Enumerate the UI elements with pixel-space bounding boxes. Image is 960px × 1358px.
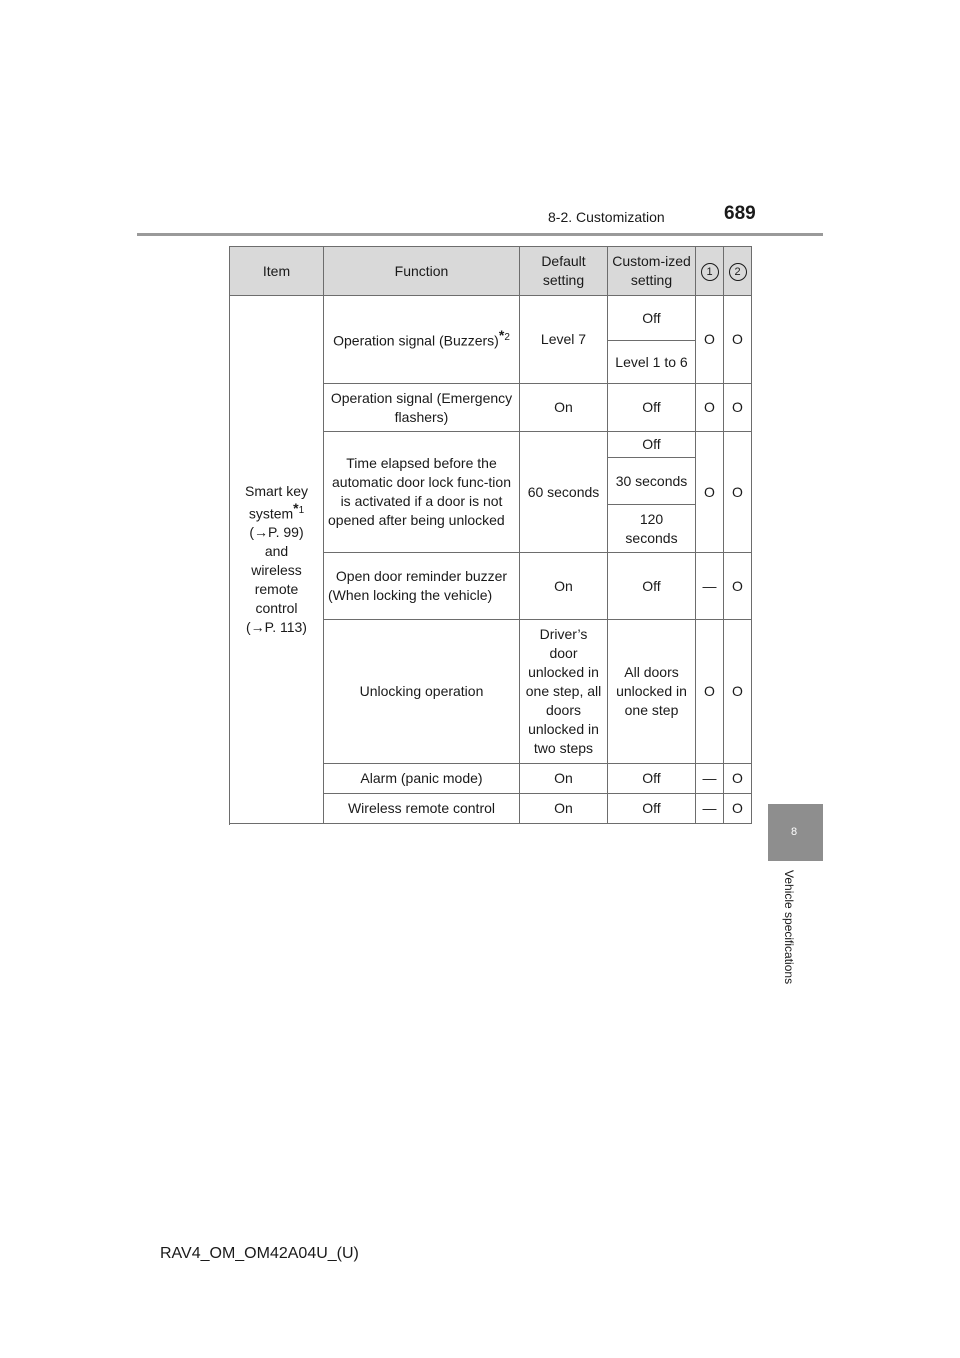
header-column-1: [696, 247, 724, 296]
custom-cell: Off: [608, 432, 696, 458]
customization-table: [229, 246, 752, 824]
header-item: Item: [230, 247, 324, 296]
footnote-mark: 2: [504, 332, 510, 344]
col2-cell: O: [724, 553, 752, 620]
header-function: Function: [324, 247, 520, 296]
custom-cell: Off: [608, 794, 696, 824]
col2-cell: O: [724, 296, 752, 384]
function-cell: Alarm (panic mode): [324, 764, 520, 794]
section-title: 8-2. Customization: [548, 209, 665, 225]
item-smart-key-system: [230, 296, 324, 824]
item-text: [234, 501, 319, 524]
custom-cell: 120 seconds: [608, 505, 696, 553]
item-text: Smart key: [244, 482, 308, 499]
col2-cell: O: [724, 432, 752, 553]
default-cell: On: [520, 384, 608, 432]
custom-cell: Off: [608, 296, 696, 341]
default-cell: 60 seconds: [520, 432, 608, 553]
col1-cell: O: [696, 296, 724, 384]
col1-cell: O: [696, 620, 724, 764]
header-rule: [137, 233, 823, 236]
item-text: and: [264, 543, 289, 560]
asterisk-icon: *: [498, 327, 505, 344]
function-cell: Wireless remote control: [324, 794, 520, 824]
col1-cell: —: [696, 553, 724, 620]
default-cell: On: [520, 794, 608, 824]
page-number: 689: [724, 203, 756, 224]
custom-cell: Off: [608, 384, 696, 432]
item-text: wireless: [251, 562, 302, 579]
header-default-setting: Default setting: [520, 247, 608, 296]
col1-cell: O: [696, 384, 724, 432]
footnote-mark: 1: [298, 504, 305, 516]
header-customized-setting: Custom-ized setting: [608, 247, 696, 296]
col2-cell: O: [724, 794, 752, 824]
header-column-2: [724, 247, 752, 296]
circled-2-icon: 2: [729, 263, 747, 281]
col1-cell: O: [696, 432, 724, 553]
item-text: control: [255, 600, 298, 617]
default-cell: On: [520, 764, 608, 794]
function-cell: Unlocking operation: [324, 620, 520, 764]
col1-cell: —: [696, 764, 724, 794]
chapter-label: Vehicle specifications: [782, 870, 796, 985]
custom-cell: Level 1 to 6: [608, 341, 696, 384]
table-header-row: [230, 247, 752, 296]
table-row: [230, 296, 752, 341]
item-text: remote: [254, 581, 299, 598]
chapter-tab: [768, 804, 823, 861]
circled-1-icon: 1: [701, 263, 719, 281]
custom-cell: 30 seconds: [608, 458, 696, 505]
function-cell: [324, 296, 520, 384]
col1-cell: —: [696, 794, 724, 824]
col2-cell: O: [724, 384, 752, 432]
function-text: Operation signal (Buzzers): [333, 332, 499, 349]
function-cell: Open door reminder buzzer (When locking the vehicle): [324, 553, 520, 620]
col2-cell: O: [724, 764, 752, 794]
default-cell: Driver’s door unlocked in one step, all doors unlocked in two steps: [520, 620, 608, 764]
col2-cell: O: [724, 620, 752, 764]
custom-cell: Off: [608, 764, 696, 794]
item-text-part: system: [248, 505, 294, 522]
chapter-number: 8: [791, 826, 798, 838]
custom-cell: Off: [608, 553, 696, 620]
default-cell: On: [520, 553, 608, 620]
item-text: (→P. 113): [246, 619, 307, 636]
item-text: (→P. 99): [249, 524, 304, 541]
function-cell: Operation signal (Emergency flashers): [324, 384, 520, 432]
custom-cell: All doors unlocked in one step: [608, 620, 696, 764]
asterisk-icon: *: [293, 499, 299, 516]
document-code: RAV4_OM_OM42A04U_(U): [160, 1245, 359, 1262]
default-cell: Level 7: [520, 296, 608, 384]
function-cell: Time elapsed before the automatic door lock func-tion is activated if a door is not opened after being unlocked: [324, 432, 520, 553]
